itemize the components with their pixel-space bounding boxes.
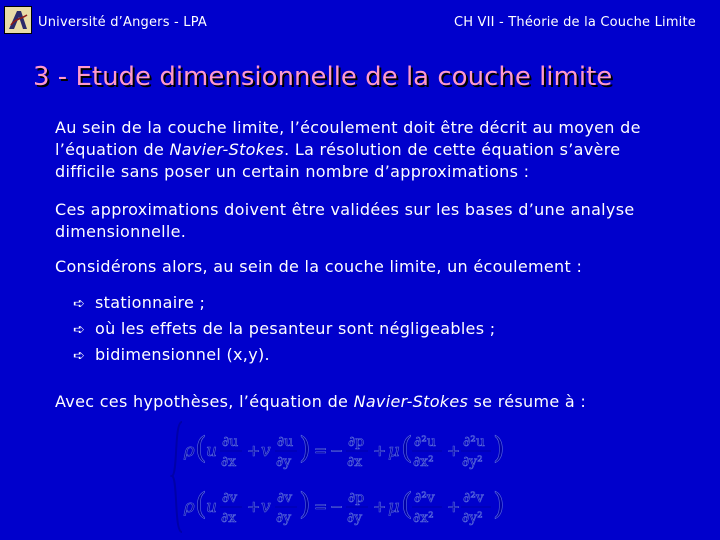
header-chapter: CH VII - Théorie de la Couche Limite — [453, 15, 696, 30]
svg-text:=: = — [314, 497, 328, 516]
svg-text:ρ: ρ — [184, 440, 195, 461]
svg-text:∂x: ∂x — [347, 454, 363, 470]
svg-text:∂x: ∂x — [221, 510, 237, 526]
svg-text:∂²u: ∂²u — [463, 434, 485, 450]
svg-text:−: − — [330, 441, 344, 460]
svg-text:∂y: ∂y — [276, 510, 292, 526]
paragraph-approximations: Ces approximations doivent être validées sur les bases d’une analyse dimensionnelle. — [55, 200, 635, 241]
svg-text:+: + — [447, 497, 461, 516]
svg-text:−: − — [330, 497, 344, 516]
svg-text:∂x²: ∂x² — [413, 454, 434, 470]
list-item — [73, 318, 495, 344]
svg-text:∂u: ∂u — [222, 434, 239, 450]
svg-text:∂y: ∂y — [347, 510, 363, 526]
svg-text:∂v: ∂v — [277, 490, 293, 506]
svg-text:): ) — [493, 431, 505, 466]
svg-text:): ) — [493, 487, 505, 522]
svg-text:u: u — [206, 497, 217, 517]
svg-text:∂y²: ∂y² — [462, 454, 483, 470]
arrow-bullet-icon: ➪ — [73, 348, 86, 364]
slide-title: 3 - Etude dimensionnelle de la couche limite — [33, 62, 613, 92]
svg-text:∂²v: ∂²v — [463, 490, 484, 506]
svg-text:μ: μ — [388, 496, 400, 517]
bullet-text: stationnaire ; — [95, 293, 206, 312]
paragraph-intro — [55, 117, 685, 183]
svg-text:∂²v: ∂²v — [414, 490, 435, 506]
bullet-text: où les effets de la pesanteur sont négligeables ; — [95, 319, 496, 338]
arrow-bullet-icon: ➪ — [73, 322, 86, 338]
navier-stokes-term: Navier-Stokes — [169, 140, 285, 159]
bullet-text: bidimensionnel (x,y). — [95, 345, 270, 364]
list-item — [73, 344, 495, 370]
svg-text:∂u: ∂u — [277, 434, 294, 450]
svg-text:∂x²: ∂x² — [413, 510, 434, 526]
svg-text:+: + — [373, 441, 387, 460]
svg-text:+: + — [247, 497, 261, 516]
svg-text:v: v — [261, 441, 271, 461]
svg-text:ρ: ρ — [184, 496, 195, 517]
list-item — [73, 292, 495, 318]
navier-stokes-term: Navier-Stokes — [353, 392, 469, 411]
paragraph-intro-text-b: . La résolution de cette équation s’avère difficile sans poser un certain nombre d’approximations : — [55, 140, 621, 181]
svg-text:u: u — [206, 441, 217, 461]
svg-text:v: v — [261, 497, 271, 517]
svg-text:∂y: ∂y — [276, 454, 292, 470]
header-institution: Université d’Angers - LPA — [38, 15, 207, 30]
hypotheses-list — [73, 292, 495, 370]
svg-text:∂x: ∂x — [221, 454, 237, 470]
svg-text:∂²u: ∂²u — [414, 434, 436, 450]
svg-text:∂p: ∂p — [348, 434, 365, 450]
svg-text:+: + — [373, 497, 387, 516]
svg-text:(: ( — [195, 487, 207, 522]
svg-text:∂v: ∂v — [222, 490, 238, 506]
svg-text:(: ( — [401, 487, 413, 522]
svg-text:∂p: ∂p — [348, 490, 365, 506]
paragraph-intro-text-a: Au sein de la couche limite, l’écoulement doit être décrit au moyen de l’équation de — [55, 118, 641, 159]
paragraph-conclusion-text-a: Avec ces hypothèses, l’équation de — [55, 392, 354, 411]
paragraph-conclusion-text-b: se résume à : — [468, 392, 587, 411]
svg-text:(: ( — [195, 431, 207, 466]
svg-text:+: + — [247, 441, 261, 460]
svg-text:=: = — [314, 441, 328, 460]
svg-text:+: + — [447, 441, 461, 460]
svg-text:μ: μ — [388, 440, 400, 461]
svg-text:): ) — [299, 487, 311, 522]
arrow-bullet-icon: ➪ — [73, 296, 86, 312]
svg-text:(: ( — [401, 431, 413, 466]
navier-stokes-equations — [170, 418, 530, 536]
svg-text:∂y²: ∂y² — [462, 510, 483, 526]
paragraph-flow-conditions: Considérons alors, au sein de la couche limite, un écoulement : — [55, 257, 583, 276]
svg-text:): ) — [299, 431, 311, 466]
paragraph-conclusion — [55, 391, 685, 413]
university-logo-icon — [4, 6, 32, 34]
